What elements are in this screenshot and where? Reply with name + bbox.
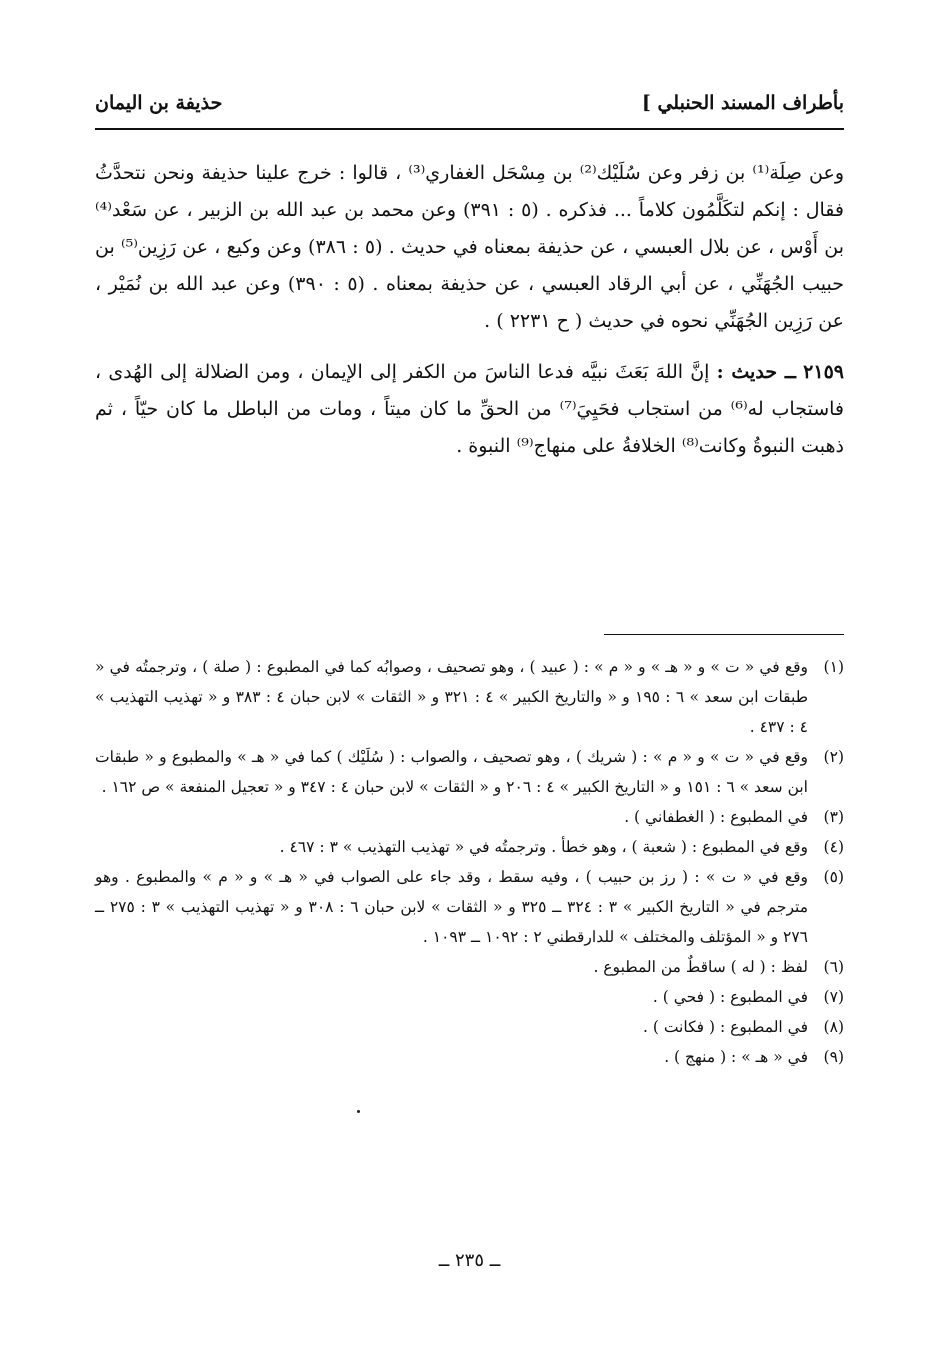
footnote-text: في « هـ » : ( منهج ) . (664, 1048, 808, 1066)
narration-paragraph: وعن صِلَة⁽¹⁾ بن زفر وعن سُلَيْك⁽²⁾ بن مِسْحَل الغفاري⁽³⁾ ، قالوا : خرج علينا حذيفة ونحن نتحدَّثُ فقال : إنكم لتكَلَّمُون كلاماً ... فذكره . (٥ : ٣٩١) وعن محمد بن عبد الله بن الزبير ، عن سَعْد⁽⁴⁾ بن أَوْس ، عن بلال العبسي ، عن حذيفة بمعناه في حديث . (٥ : ٣٨٦) وعن وكيع ، عن رَزِين⁽⁵⁾ بن حبيب الجُهَنِّي ، عن أبي الرقاد العبسي ، عن حذيفة بمعناه . (٥ : ٣٩٠) وعن عبد الله بن نُمَيْر ، عن رَزِين الجُهَنِّي نحوه في حديث ( ح ٢٢٣١ ) . (95, 162, 845, 332)
footnote-number: (٩) (823, 1048, 844, 1066)
footnote (95, 742, 844, 802)
main-text (95, 155, 844, 465)
footnote-number: (١) (823, 658, 844, 676)
footnote-number: (٤) (823, 838, 844, 856)
footnote (95, 832, 844, 862)
footnote (95, 952, 844, 982)
footnote (95, 862, 844, 952)
footnote-number: (٣) (823, 808, 844, 826)
hadith-label: ــ حديث : (716, 361, 796, 383)
footnotes (95, 652, 844, 1072)
footnote-number: (٥) (823, 868, 844, 886)
footnote (95, 982, 844, 1012)
chapter-title: حذيفة بن اليمان (95, 92, 223, 114)
page-number: ــ ٢٣٥ ــ (438, 1250, 501, 1271)
speck-dot (357, 1110, 360, 1113)
book-title: بأطراف المسند الحنبلي ] (641, 92, 844, 114)
footnote-text: لفظ : ( له ) ساقطٌ من المطبوع . (593, 958, 808, 976)
footnote-text: وقع في « ت » : ( رز بن حبيب ) ، وفيه سقط ، وقد جاء على الصواب في « هـ » و « م » والمطبوع . وهو مترجم في « التاريخ الكبير » ٣ : ٣٢٤ ــ ٣٢٥ و « الثقات » لابن حبان ٦ : ٣٠٨ و « تهذيب التهذيب » ٣ : ٢٧٥ ــ ٢٧٦ و « المؤتلف والمختلف » للدارقطني ٢ : ١٠٩٢ ــ ١٠٩٣ . (95, 868, 809, 946)
footnote-text: وقع في « ت » و « هـ » و « م » : ( عبيد ) ، وهو تصحيف ، وصوابُه كما في المطبوع : ( صلة ) ، وترجمتُه في « طبقات ابن سعد » ٦ : ١٩٥ و « والتاريخ الكبير » ٤ : ٣٢١ و « الثقات » لابن حبان ٤ : ٣٨٣ و « تهذيب التهذيب » ٤ : ٤٣٧ . (95, 658, 809, 736)
hadith-text: إنَّ اللهَ بَعَثَ نبيَّه فدعا الناسَ من الكفر إلى الإيمان ، ومن الضلالة إلى الهُدى ، فاستجاب له⁽⁶⁾ من استجاب فحَيِيَ⁽⁷⁾ من الحقِّ ما كان ميتاً ، ومات من الباطل ما كان حيّاً ، ثم ذهبت النبوةُ وكانت⁽⁸⁾ الخلافةُ على منهاج⁽⁹⁾ النبوة . (95, 361, 844, 457)
hadith-paragraph (95, 354, 844, 465)
footnote-text: وقع في « ت » و « م » : ( شريك ) ، وهو تصحيف ، والصواب : ( سُلَيْك ) كما في « هـ » والمطبوع و « طبقات ابن سعد » ٦ : ١٥١ و « التاريخ الكبير » ٤ : ٢٠٦ و « الثقات » لابن حبان ٤ : ٣٤٧ و « تعجيل المنفعة » ص ١٦٢ . (95, 748, 808, 796)
footnote-text: في المطبوع : ( الغطفاني ) . (624, 808, 808, 826)
footnote (95, 802, 844, 832)
footnote-text: في المطبوع : ( فحي ) . (652, 988, 808, 1006)
footnote-number: (٨) (823, 1018, 844, 1036)
footnote-number: (٧) (823, 988, 844, 1006)
running-header (95, 92, 844, 130)
footnote (95, 1042, 844, 1072)
footnote-number: (٦) (823, 958, 844, 976)
footnote-number: (٢) (823, 748, 844, 766)
footnote-separator (604, 634, 844, 635)
footnote-text: في المطبوع : ( فكانت ) . (643, 1018, 808, 1036)
footnote (95, 652, 844, 742)
footnote (95, 1012, 844, 1042)
hadith-number: ٢١٥٩ (803, 361, 844, 383)
footnote-text: وقع في المطبوع : ( شعبة ) ، وهو خطأ . وترجمتُه في « تهذيب التهذيب » ٣ : ٤٦٧ . (279, 838, 808, 856)
